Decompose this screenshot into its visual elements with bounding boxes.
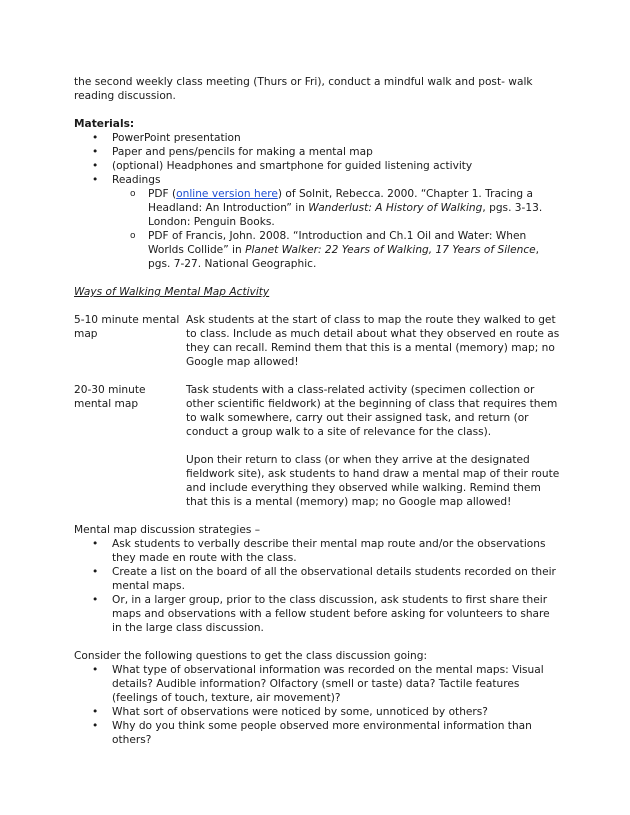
activity-duration-label: 20-30 minute mental map xyxy=(74,384,146,410)
activity-description xyxy=(186,383,560,509)
list-item: • (optional) Headphones and smartphone for guided listening activity xyxy=(112,159,560,173)
activity-paragraph: Ask students at the start of class to map the route they walked to get to class. Include as much detail about what they observed en route as they can recall. Remind them that this is a mental (memory) map; no Google map allowed! xyxy=(186,314,560,368)
readings-label: Readings xyxy=(112,174,161,186)
readings-list xyxy=(112,187,560,271)
reading-item-francis xyxy=(148,229,560,271)
list-item: • Or, in a larger group, prior to the class discussion, ask students to first share their maps and observations with a fellow student before asking for volunteers to share in the large class discussion. xyxy=(112,593,560,635)
book-title: Wanderlust: A History of Walking xyxy=(308,202,483,214)
reading-text: , pgs. 7-27. National Geographic. xyxy=(148,244,540,270)
list-item: • Create a list on the board of all the observational details students recorded on their mental maps. xyxy=(112,565,560,593)
list-item: • PowerPoint presentation xyxy=(112,131,560,145)
online-version-link[interactable]: online version here xyxy=(176,188,278,200)
list-item: • Why do you think some people observed more environmental information than others? xyxy=(112,719,560,747)
activity-paragraph: Task students with a class-related activity (specimen collection or other scientific fieldwork) at the beginning of class that requires them to walk somewhere, carry out their assigned task, and return (or conduct a group walk to a site of relevance for the class). xyxy=(186,384,558,438)
reading-text: ) of Solnit, Rebecca. 2000. “Chapter 1. Tracing a Headland: An Introduction” in xyxy=(148,188,533,214)
reading-text: PDF of Francis, John. 2008. “Introduction and Ch.1 Oil and Water: When Worlds Collide” in xyxy=(148,230,527,256)
activity-row-long xyxy=(74,383,560,509)
materials-section xyxy=(74,117,560,271)
strategies-list xyxy=(74,537,560,635)
intro-paragraph: the second weekly class meeting (Thurs or Fri), conduct a mindful walk and post- walk reading discussion. xyxy=(74,76,533,102)
activity-description xyxy=(186,313,560,369)
list-item: • Paper and pens/pencils for making a mental map xyxy=(112,145,560,159)
activity-paragraph: Upon their return to class (or when they arrive at the designated fieldwork site), ask students to hand draw a mental map of their route and include everything they observed while walking. Remind them that this is a mental (memory) map; no Google map allowed! xyxy=(186,454,560,508)
materials-heading: Materials: xyxy=(74,118,135,130)
reading-text: PDF ( xyxy=(148,188,177,200)
materials-list xyxy=(74,131,560,271)
document-page xyxy=(74,75,560,747)
strategies-heading: Mental map discussion strategies – xyxy=(74,524,261,536)
reading-item-solnit xyxy=(148,187,560,229)
list-item: • What type of observational information was recorded on the mental maps: Visual details? Audible information? Olfactory (smell or taste) data? Tactile features (feelings of touch, texture, air movement)? xyxy=(112,663,560,705)
book-title: Planet Walker: 22 Years of Walking, 17 Years of Silence xyxy=(245,244,536,256)
activity-duration-label: 5-10 minute mental map xyxy=(74,314,180,340)
list-item xyxy=(112,173,560,271)
list-item: • What sort of observations were noticed by some, unnoticed by others? xyxy=(112,705,560,719)
activity-title: Ways of Walking Mental Map Activity xyxy=(74,286,270,298)
strategies-section xyxy=(74,523,560,635)
list-item: • Ask students to verbally describe their mental map route and/or the observations they made en route with the class. xyxy=(112,537,560,565)
questions-list xyxy=(74,663,560,747)
reading-text: , pgs. 3-13. London: Penguin Books. xyxy=(148,202,543,228)
activity-row-short xyxy=(74,313,560,369)
questions-heading: Consider the following questions to get the class discussion going: xyxy=(74,650,428,662)
questions-section xyxy=(74,649,560,747)
